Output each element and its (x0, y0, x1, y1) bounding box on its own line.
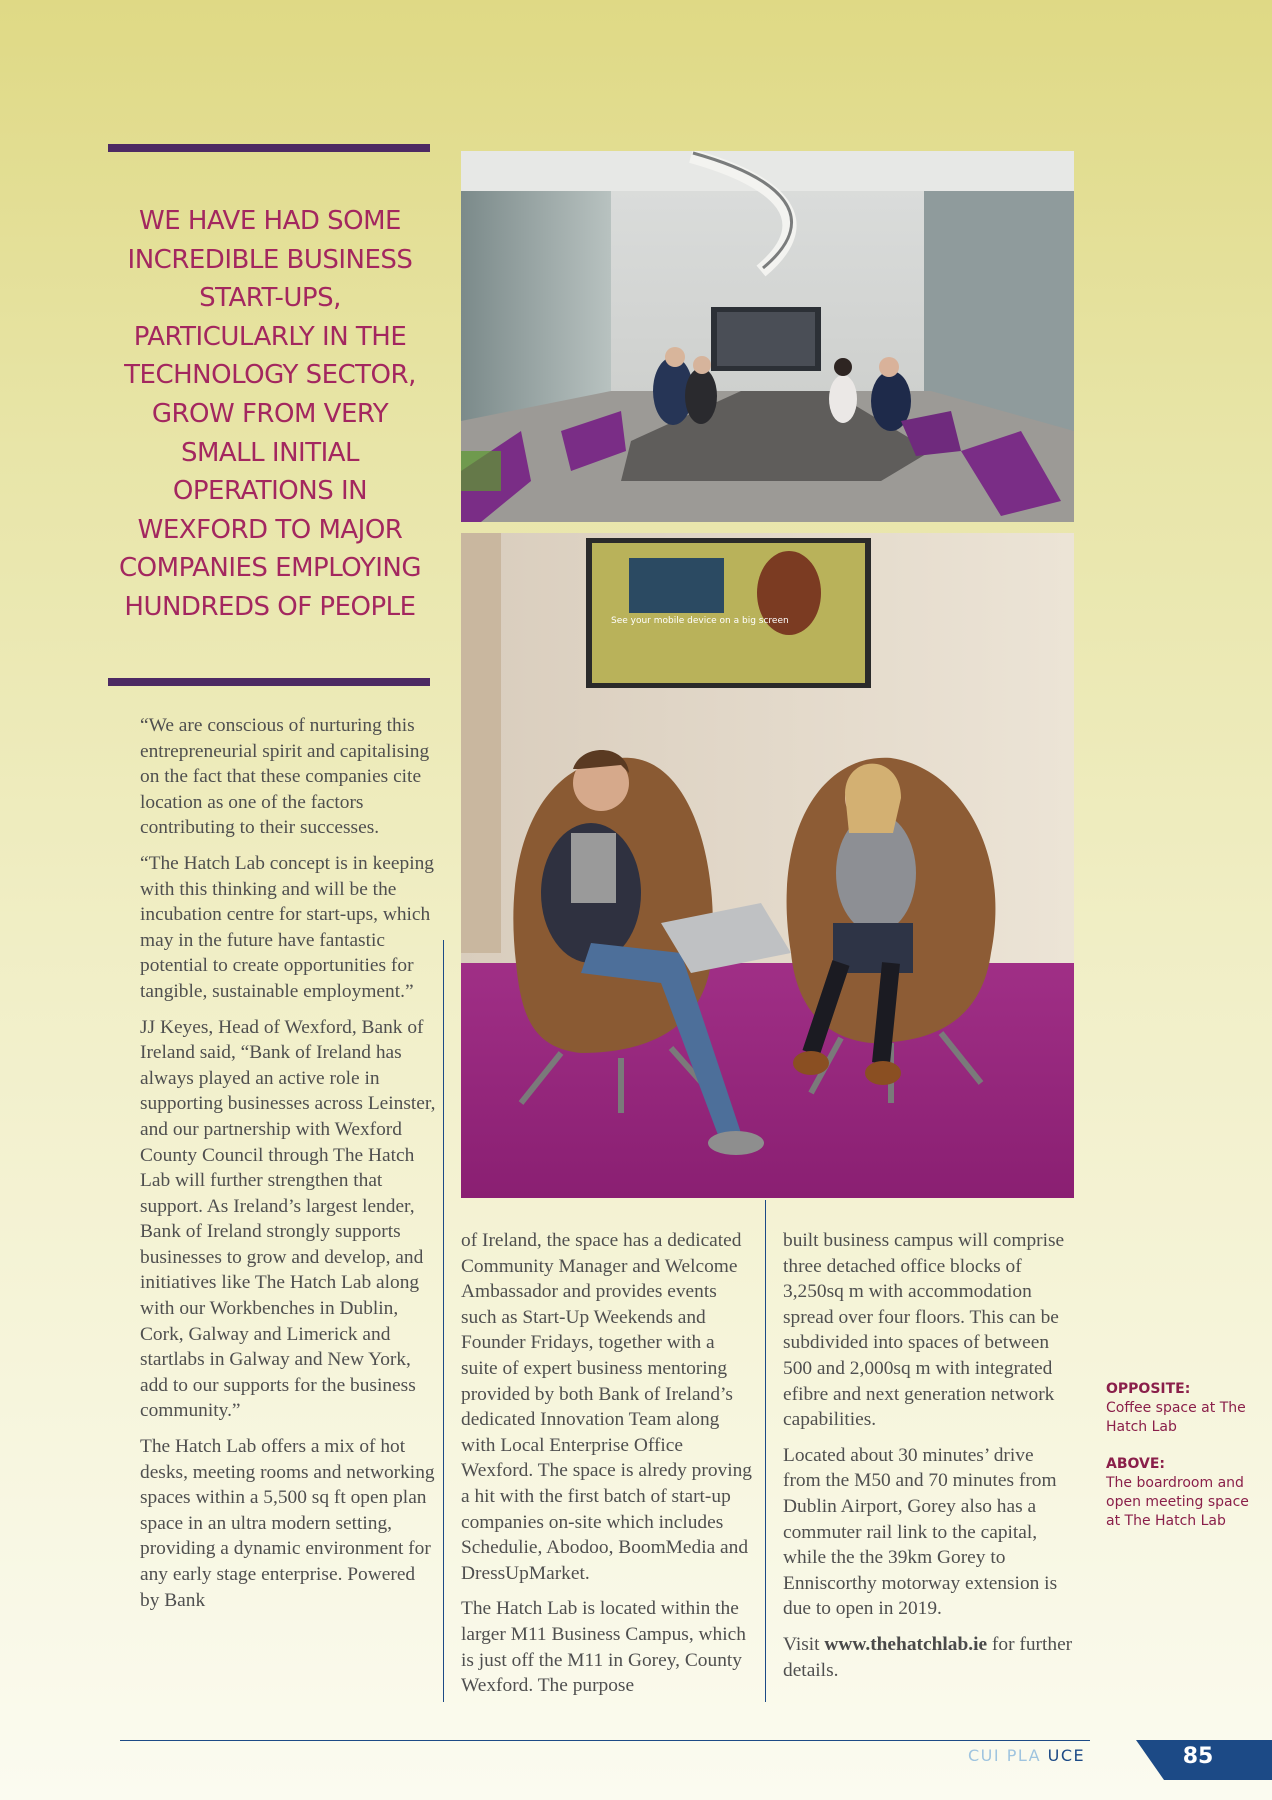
column3-paragraph-3 (783, 1632, 1075, 1683)
magazine-brand (968, 1746, 1085, 1765)
website-link[interactable]: www.thehatchlab.ie (824, 1633, 988, 1655)
column1-paragraph-2: “The Hatch Lab concept is in keeping with this thinking and will be the incubation centre for start-ups, which may in the future have fantastic potential to create opportunities for tangible, sustainable employment.” (140, 852, 434, 1002)
pull-quote: WE HAVE HAD SOME INCREDIBLE BUSINESS START-UPS, PARTICULARLY IN THE TECHNOLOGY SECTOR, GROW FROM VERY SMALL INITIAL OPERATIONS IN WEXFORD TO MAJOR COMPANIES EMPLOYING HUNDREDS OF PEOPLE (119, 206, 421, 622)
above-caption-text: The boardroom and open meeting space at The Hatch Lab (1106, 1475, 1249, 1529)
photo-captions (1106, 1380, 1266, 1531)
page-number: 85 (1182, 1744, 1214, 1769)
bottom-purple-rule (108, 678, 430, 686)
boardroom-photo (461, 151, 1074, 522)
column1-paragraph-1: “We are conscious of nurturing this entrepreneurial spirit and capitalising on the fact that these companies cite location as one of the factors contributing to their successes. (140, 715, 430, 839)
column2-paragraph-1: of Ireland, the space has a dedicated Community Manager and Welcome Ambassador and provides events such as Start-Up Weekends and Founder Fridays, together with a suite of expert business mentoring provided by both Bank of Ireland’s dedicated Innovation Team along with Local Enterprise Office Wexford. The space is alredy proving a hit with the first batch of start-up companies on-site which includes Schedulie, Abodoo, BoomMedia and DressUpMarket. (461, 1230, 753, 1584)
column1-paragraph-3: JJ Keyes, Head of Wexford, Bank of Ireland said, “Bank of Ireland has always played an active role in supporting businesses across Leinster, and our partnership with Wexford County Council through The Hatch Lab will further strengthen that support. As Ireland’s largest lender, Bank of Ireland strongly supports businesses to grow and develop, and initiatives like The Hatch Lab along with our Workbenches in Dublin, Cork, Galway and Limerick and startlabs in Galway and New York, add to our supports for the business community.” (140, 1016, 436, 1422)
above-caption-label: ABOVE: (1106, 1456, 1166, 1472)
visit-prefix: Visit (783, 1633, 825, 1655)
brand-faint-letters: CUI PLA (968, 1746, 1042, 1765)
tv-screen-text: See your mobile device on a big screen (611, 616, 789, 626)
opposite-caption-label: OPPOSITE: (1106, 1381, 1191, 1397)
column-divider-1 (443, 940, 444, 1702)
column1-paragraph-4: The Hatch Lab offers a mix of hot desks, meeting rooms and networking spaces within a 5,500 sq ft open plan space in an ultra modern setting, providing a dynamic environment for any early stage enterprise. Powered by Bank (140, 1436, 435, 1611)
coffee-space-photo (461, 533, 1074, 1198)
column2-paragraph-2: The Hatch Lab is located within the larger M11 Business Campus, which is just off the M11 in Gorey, County Wexford. The purpose (461, 1598, 746, 1697)
column3-paragraph-1: built business campus will comprise three detached office blocks of 3,250sq m with accommodation spread over four floors. This can be subdivided into spaces of between 500 and 2,000sq m with integrated efibre and next generation network capabilities. (783, 1230, 1065, 1431)
article-column-1 (140, 713, 436, 1623)
opposite-caption-text: Coffee space at The Hatch Lab (1106, 1400, 1246, 1435)
brand-letters: UCE (1047, 1746, 1086, 1765)
top-purple-rule (108, 144, 430, 152)
article-column-3 (783, 1228, 1075, 1693)
column-divider-2 (765, 1200, 766, 1702)
article-column-2 (461, 1228, 756, 1709)
footer-rule (120, 1740, 1090, 1741)
column3-paragraph-2: Located about 30 minutes’ drive from the M50 and 70 minutes from Dublin Airport, Gorey also has a commuter rail link to the capital, while the the 39km Gorey to Enniscorthy motorway extension is due to open in 2019. (783, 1444, 1058, 1620)
visit-suffix: for further details. (783, 1633, 1073, 1681)
